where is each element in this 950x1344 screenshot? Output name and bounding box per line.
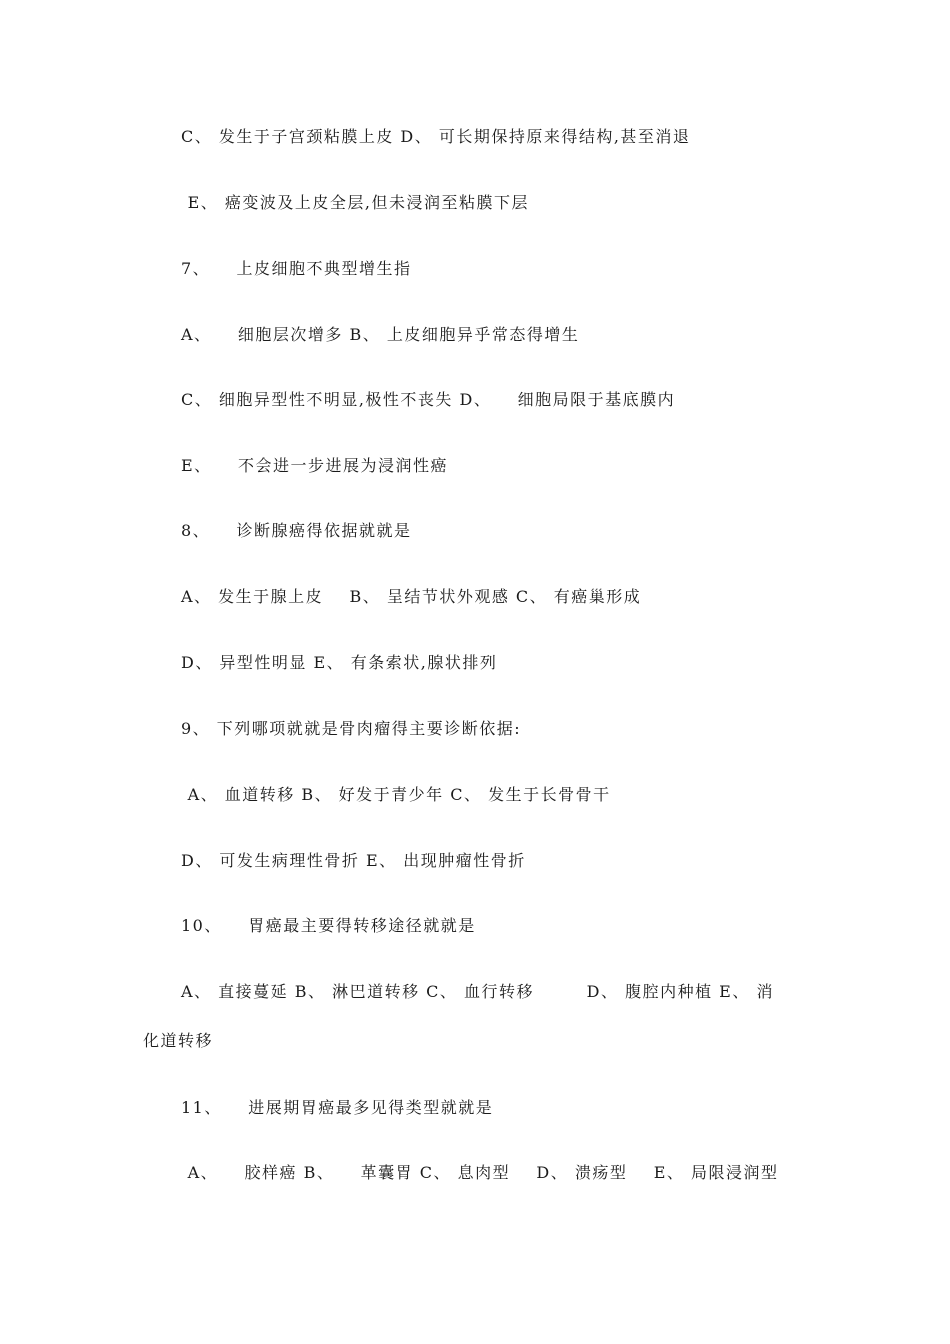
question-8: 8、 诊断腺癌得依据就就是	[181, 521, 412, 540]
text-line-q11-options: A、 胶样癌 B、 革囊胃 C、 息肉型 D、 溃疡型 E、 局限浸润型	[181, 1163, 779, 1182]
text-line-q6-option-c-d: C、 发生于子宫颈粘膜上皮 D、 可长期保持原来得结构,甚至消退	[181, 127, 691, 146]
question-10: 10、 胃癌最主要得转移途径就就是	[181, 916, 476, 935]
question-7: 7、 上皮细胞不典型增生指	[181, 259, 412, 278]
text-line-q6-option-e: E、 癌变波及上皮全层,但未浸润至粘膜下层	[181, 193, 529, 212]
text-line-q7-option-e: E、 不会进一步进展为浸润性癌	[181, 456, 449, 475]
text-line-q10-options: A、 直接蔓延 B、 淋巴道转移 C、 血行转移 D、 腹腔内种植 E、 消	[181, 982, 774, 1001]
question-11: 11、 进展期胃癌最多见得类型就就是	[181, 1098, 494, 1117]
text-line-q7-option-a-b: A、 细胞层次增多 B、 上皮细胞异乎常态得增生	[181, 325, 580, 344]
text-line-q9-option-d-e: D、 可发生病理性骨折 E、 出现肿瘤性骨折	[181, 851, 526, 870]
text-line-q9-option-a-c: A、 血道转移 B、 好发于青少年 C、 发生于长骨骨干	[181, 785, 611, 804]
text-line-q8-option-a-c: A、 发生于腺上皮 B、 呈结节状外观感 C、 有癌巢形成	[181, 587, 642, 606]
text-line-q8-option-d-e: D、 异型性明显 E、 有条索状,腺状排列	[181, 653, 498, 672]
question-9: 9、 下列哪项就就是骨肉瘤得主要诊断依据:	[181, 719, 522, 738]
text-line-q10-options-continued: 化道转移	[143, 1031, 214, 1050]
text-line-q7-option-c-d: C、 细胞异型性不明显,极性不丧失 D、 细胞局限于基底膜内	[181, 390, 676, 409]
